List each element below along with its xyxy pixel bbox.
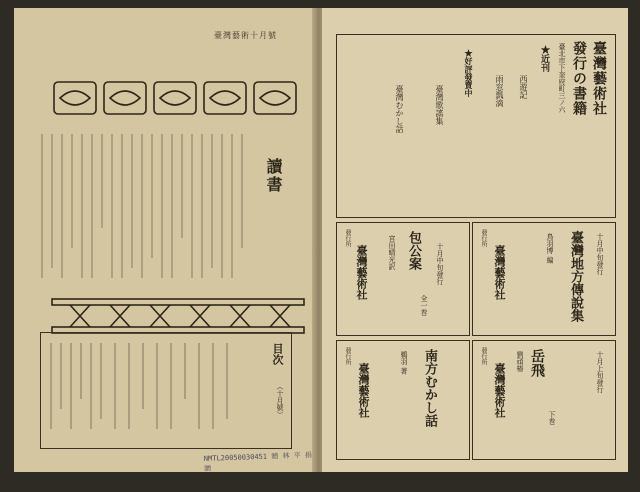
forthcoming-label: ★近刊 <box>539 45 549 72</box>
good-sale-label: ★好評發賣中 <box>464 49 474 97</box>
book-title: 南方むかし話 <box>422 349 437 427</box>
ad-baogong <box>336 222 470 336</box>
book-item-2: 雨窓瓢滴 <box>495 75 504 107</box>
book-item-3: 臺灣歌謠集 <box>435 85 444 125</box>
publisher: 臺灣藝術社 <box>357 363 370 418</box>
book-volume: 全一巻 <box>420 295 428 316</box>
left-page <box>14 8 316 472</box>
book-title: 包公案 <box>406 231 421 270</box>
editor: 鳥羽博 編 <box>546 233 554 264</box>
author: 劉頑椿 <box>516 351 524 372</box>
book-volume: 下巻 <box>548 411 556 425</box>
book-title: 臺灣地方傳說集 <box>568 231 583 322</box>
author: 鵜羽 著 <box>400 351 408 375</box>
publisher-label: 發行所 <box>480 229 487 247</box>
right-page <box>322 8 628 472</box>
book-item-4: 臺灣むかし話 <box>395 85 404 133</box>
book-item-1: 西遊記 <box>519 75 528 99</box>
publisher: 臺灣藝術社 <box>493 245 506 300</box>
publisher: 臺灣藝術社 <box>493 363 506 418</box>
publisher-address: 臺北市下奎府町三ノ六 <box>558 43 566 113</box>
decorative-ornament-top <box>50 78 306 118</box>
book-title: 岳飛 <box>529 349 545 377</box>
section-heading-reading: 讀書 <box>264 158 283 194</box>
body-text-block <box>34 128 254 288</box>
ad-legends <box>472 222 616 336</box>
translator: 宮田晴光訳 <box>388 235 396 270</box>
ad-southern-tales <box>336 340 470 460</box>
publisher-label: 發行所 <box>344 229 351 247</box>
publisher-name: 臺灣藝術社 <box>591 41 607 116</box>
toc-title: 目次 <box>271 343 284 365</box>
toc-entries <box>45 339 255 439</box>
body-text-lines <box>34 128 254 288</box>
publisher: 臺灣藝術社 <box>355 245 368 300</box>
books-heading: 發行の書籍 <box>571 41 587 116</box>
toc-issue: （十月號） <box>276 383 284 418</box>
running-header: 臺灣藝術十月號 <box>214 31 277 40</box>
table-of-contents <box>40 332 292 449</box>
ad-top <box>336 34 616 218</box>
publisher-label: 發行所 <box>344 347 351 365</box>
release-date: 十月上旬發行 <box>596 351 604 393</box>
ad-yuefei <box>472 340 616 460</box>
publisher-label: 發行所 <box>480 347 487 365</box>
archive-stamp: NMTL20050030451 贈 林 平 捐贈 <box>203 451 313 473</box>
release-date: 十月中旬發行 <box>596 233 604 275</box>
decorative-ornament-bottom <box>50 296 306 336</box>
release-date: 十月中旬發行 <box>436 243 444 285</box>
